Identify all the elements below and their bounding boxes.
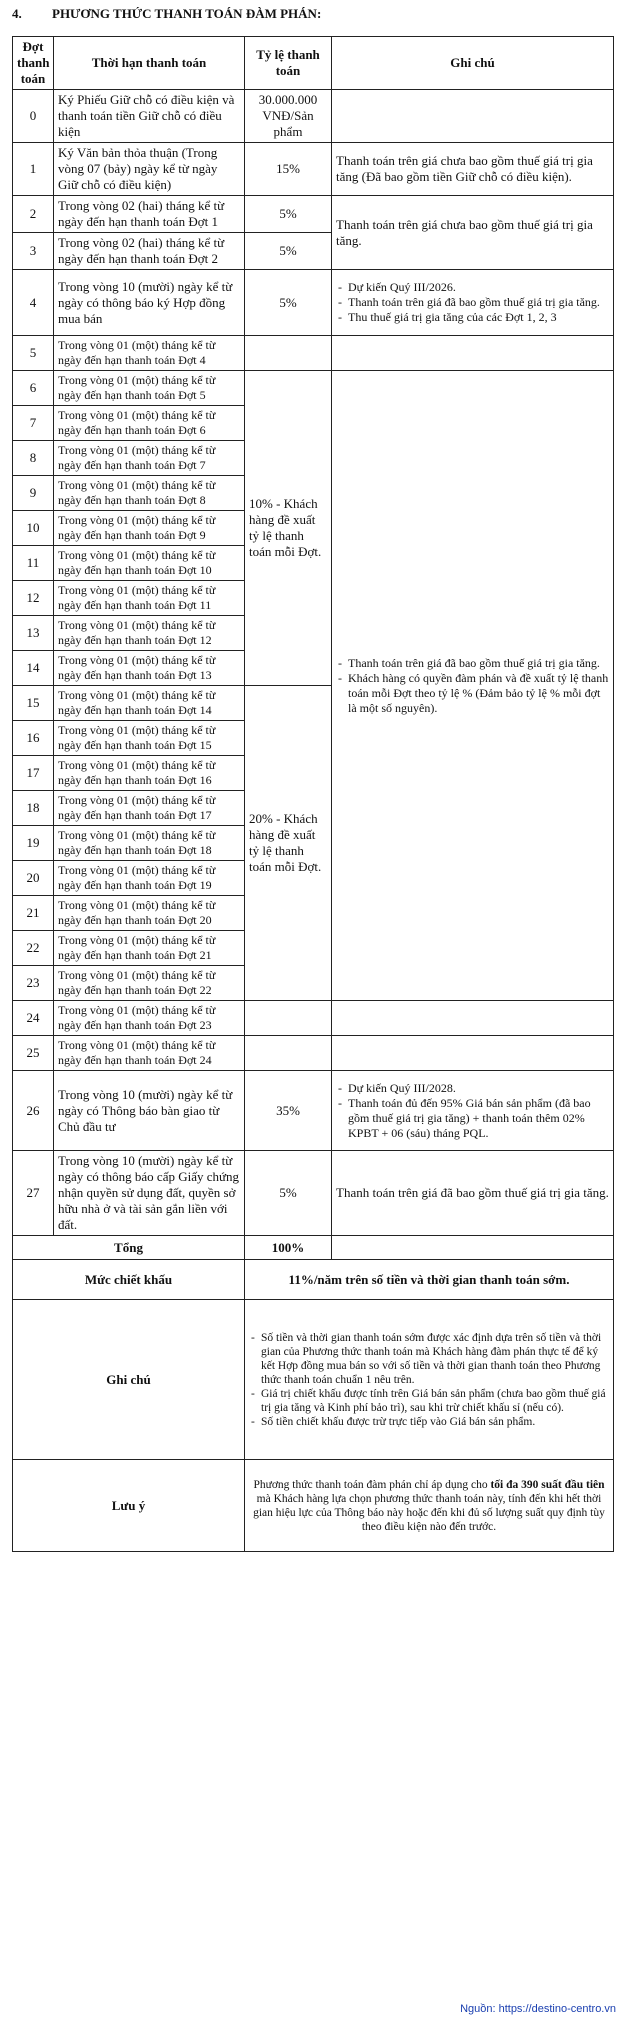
row-term: Trong vòng 01 (một) tháng kể từ ngày đến hạn thanh toán Đợt 6 [54, 406, 245, 441]
section-heading [8, 6, 321, 22]
row-dot: 14 [13, 651, 54, 686]
ghi-chu-label: Ghi chú [13, 1300, 245, 1460]
payment-table [12, 36, 614, 1552]
row-note [332, 336, 614, 371]
row-dot: 21 [13, 896, 54, 931]
ghi-chu-content [245, 1300, 614, 1460]
row-term: Trong vòng 01 (một) tháng kể từ ngày đến hạn thanh toán Đợt 7 [54, 441, 245, 476]
total-note [332, 1236, 614, 1260]
row-rate: 35% [245, 1071, 332, 1151]
row-term: Trong vòng 01 (một) tháng kể từ ngày đến hạn thanh toán Đợt 13 [54, 651, 245, 686]
row-dot: 13 [13, 616, 54, 651]
row-dot: 7 [13, 406, 54, 441]
row-term: Trong vòng 01 (một) tháng kể từ ngày đến hạn thanh toán Đợt 18 [54, 826, 245, 861]
row-dot: 16 [13, 721, 54, 756]
discount-label: Mức chiết khấu [13, 1260, 245, 1300]
table-row [13, 336, 614, 371]
luu-y-text-bold: tối đa 390 suất đầu tiên [490, 1478, 605, 1491]
row-note [332, 1036, 614, 1071]
rate-merged-10pct: 10% - Khách hàng đề xuất tỷ lệ thanh toán mỗi Đợt. [245, 371, 332, 686]
ghi-chu-row [13, 1300, 614, 1460]
table-row [13, 1036, 614, 1071]
header-ghi-chu: Ghi chú [332, 37, 614, 90]
table-row [13, 371, 614, 406]
table-row [13, 90, 614, 143]
note-item: - Khách hàng có quyền đàm phán và đề xuất tỷ lệ thanh toán mỗi Đợt theo tỷ lệ % (Đảm bảo tỷ lệ % mỗi đợt là một số nguyên). [348, 671, 609, 716]
row-term: Trong vòng 10 (mười) ngày kể từ ngày có Thông báo bàn giao từ Chủ đầu tư [54, 1071, 245, 1151]
row-rate: 5% [245, 233, 332, 270]
row-dot: 18 [13, 791, 54, 826]
row-dot: 2 [13, 196, 54, 233]
rate-merged-20pct: 20% - Khách hàng đề xuất tỷ lệ thanh toán mỗi Đợt. [245, 686, 332, 1001]
row-rate: 5% [245, 1151, 332, 1236]
row-note [332, 90, 614, 143]
row-term: Trong vòng 10 (mười) ngày kể từ ngày có thông báo cấp Giấy chứng nhận quyền sử dụng đất, quyền sở hữu nhà ở và tài sản gắn liền với đất. [54, 1151, 245, 1236]
section-number: 4. [12, 6, 22, 21]
note-item: - Thu thuế giá trị gia tăng của các Đợt 1, 2, 3 [348, 310, 609, 325]
table-row [13, 196, 614, 233]
row-dot: 20 [13, 861, 54, 896]
row-rate [245, 1001, 332, 1036]
row-dot: 8 [13, 441, 54, 476]
note-item: - Dự kiến Quý III/2026. [348, 280, 609, 295]
row-term: Trong vòng 01 (một) tháng kể từ ngày đến hạn thanh toán Đợt 4 [54, 336, 245, 371]
row-term: Trong vòng 01 (một) tháng kể từ ngày đến hạn thanh toán Đợt 11 [54, 581, 245, 616]
table-row [13, 1151, 614, 1236]
note-item: - Dự kiến Quý III/2028. [348, 1081, 609, 1096]
ghi-chu-list [249, 1331, 609, 1429]
row-term: Trong vòng 10 (mười) ngày kể từ ngày có thông báo ký Hợp đồng mua bán [54, 270, 245, 336]
row-term: Trong vòng 01 (một) tháng kể từ ngày đến hạn thanh toán Đợt 16 [54, 756, 245, 791]
row-rate [245, 1036, 332, 1071]
note-item: - Thanh toán trên giá đã bao gồm thuế giá trị gia tăng. [348, 295, 609, 310]
note-item: - Số tiền và thời gian thanh toán sớm được xác định dựa trên số tiền và thời gian của Phương thức thanh toán mà Khách hàng đàm phán thực tế để ký kết Hợp đồng mua bán so với số tiền và thời gian thanh toán theo Phương thức thanh toán chuẩn 1 nêu trên. [261, 1331, 609, 1387]
discount-value: 11%/năm trên số tiền và thời gian thanh toán sớm. [245, 1260, 614, 1300]
row-term: Trong vòng 01 (một) tháng kể từ ngày đến hạn thanh toán Đợt 24 [54, 1036, 245, 1071]
row-dot: 1 [13, 143, 54, 196]
header-ty-le: Tỷ lệ thanh toán [245, 37, 332, 90]
row-term: Ký Phiếu Giữ chỗ có điều kiện và thanh toán tiền Giữ chỗ có điều kiện [54, 90, 245, 143]
row-dot: 0 [13, 90, 54, 143]
row-term: Trong vòng 01 (một) tháng kể từ ngày đến hạn thanh toán Đợt 21 [54, 931, 245, 966]
note-item: - Số tiền chiết khấu được trừ trực tiếp vào Giá bán sản phẩm. [261, 1415, 609, 1429]
row-term: Trong vòng 01 (một) tháng kể từ ngày đến hạn thanh toán Đợt 10 [54, 546, 245, 581]
row-term: Trong vòng 01 (một) tháng kể từ ngày đến hạn thanh toán Đợt 8 [54, 476, 245, 511]
row-dot: 22 [13, 931, 54, 966]
row-dot: 11 [13, 546, 54, 581]
row-dot: 25 [13, 1036, 54, 1071]
row-term: Trong vòng 01 (một) tháng kể từ ngày đến hạn thanh toán Đợt 20 [54, 896, 245, 931]
row-dot: 6 [13, 371, 54, 406]
row-rate: 15% [245, 143, 332, 196]
row-dot: 24 [13, 1001, 54, 1036]
row-term: Trong vòng 01 (một) tháng kể từ ngày đến hạn thanh toán Đợt 19 [54, 861, 245, 896]
row-term: Trong vòng 01 (một) tháng kể từ ngày đến hạn thanh toán Đợt 14 [54, 686, 245, 721]
table-row [13, 1071, 614, 1151]
note-merged-2-3: Thanh toán trên giá chưa bao gồm thuế giá trị gia tăng. [332, 196, 614, 270]
source-link[interactable]: Nguồn: https://destino-centro.vn [460, 2003, 616, 2015]
row-note: Thanh toán trên giá đã bao gồm thuế giá trị gia tăng. [332, 1151, 614, 1236]
row-rate: 5% [245, 270, 332, 336]
total-label: Tổng [13, 1236, 245, 1260]
luu-y-text-before: Phương thức thanh toán đàm phán chỉ áp dụng cho [253, 1478, 491, 1491]
discount-row [13, 1260, 614, 1300]
row-term: Trong vòng 02 (hai) tháng kể từ ngày đến hạn thanh toán Đợt 1 [54, 196, 245, 233]
table-row [13, 143, 614, 196]
luu-y-label: Lưu ý [13, 1460, 245, 1552]
row-rate: 5% [245, 196, 332, 233]
row-dot: 27 [13, 1151, 54, 1236]
header-dot: Đợt thanh toán [13, 37, 54, 90]
row-note [332, 1001, 614, 1036]
note-5-23-list [336, 656, 609, 716]
luu-y-content [245, 1460, 614, 1552]
total-value: 100% [245, 1236, 332, 1260]
row-rate [245, 336, 332, 371]
row-rate: 30.000.000 VNĐ/Sản phẩm [245, 90, 332, 143]
note-item: - Thanh toán trên giá đã bao gồm thuế giá trị gia tăng. [348, 656, 609, 671]
row-term: Trong vòng 02 (hai) tháng kể từ ngày đến hạn thanh toán Đợt 2 [54, 233, 245, 270]
table-row [13, 1001, 614, 1036]
row-dot: 4 [13, 270, 54, 336]
row-dot: 19 [13, 826, 54, 861]
luu-y-text-after: mà Khách hàng lựa chọn phương thức thanh toán này, tính đến khi hết thời gian hiệu lực của Thông báo này hoặc đến khi đủ số lượng suất quy định tùy theo điều kiện nào đến trước. [253, 1492, 605, 1533]
header-thoi-han: Thời hạn thanh toán [54, 37, 245, 90]
row-term: Trong vòng 01 (một) tháng kể từ ngày đến hạn thanh toán Đợt 22 [54, 966, 245, 1001]
table-header-row [13, 37, 614, 90]
total-row [13, 1236, 614, 1260]
row-dot: 26 [13, 1071, 54, 1151]
row-term: Trong vòng 01 (một) tháng kể từ ngày đến hạn thanh toán Đợt 9 [54, 511, 245, 546]
note-26-list [336, 1081, 609, 1141]
row-term: Trong vòng 01 (một) tháng kể từ ngày đến hạn thanh toán Đợt 12 [54, 616, 245, 651]
note-item: - Thanh toán đủ đến 95% Giá bán sản phẩm (đã bao gồm thuế giá trị gia tăng) + thanh toán thêm 02% KPBT + 06 (sáu) tháng PQL. [348, 1096, 609, 1141]
table-row [13, 270, 614, 336]
row-dot: 23 [13, 966, 54, 1001]
row-term: Trong vòng 01 (một) tháng kể từ ngày đến hạn thanh toán Đợt 17 [54, 791, 245, 826]
row-dot: 5 [13, 336, 54, 371]
row-dot: 10 [13, 511, 54, 546]
note-4 [332, 270, 614, 336]
row-dot: 9 [13, 476, 54, 511]
row-dot: 12 [13, 581, 54, 616]
luu-y-row [13, 1460, 614, 1552]
note-item: - Giá trị chiết khấu được tính trên Giá bán sản phẩm (chưa bao gồm thuế giá trị gia tăng và Kinh phí bảo trì), sau khi trừ chiết khấu sỉ (nếu có). [261, 1387, 609, 1415]
row-note: Thanh toán trên giá chưa bao gồm thuế giá trị gia tăng (Đã bao gồm tiền Giữ chỗ có điều kiện). [332, 143, 614, 196]
row-dot: 3 [13, 233, 54, 270]
row-term: Trong vòng 01 (một) tháng kể từ ngày đến hạn thanh toán Đợt 23 [54, 1001, 245, 1036]
row-dot: 15 [13, 686, 54, 721]
note-4-list [336, 280, 609, 325]
note-merged-5-23 [332, 371, 614, 1001]
section-title: PHƯƠNG THỨC THANH TOÁN ĐÀM PHÁN: [52, 6, 322, 21]
row-dot: 17 [13, 756, 54, 791]
row-term: Trong vòng 01 (một) tháng kể từ ngày đến hạn thanh toán Đợt 15 [54, 721, 245, 756]
row-term: Trong vòng 01 (một) tháng kể từ ngày đến hạn thanh toán Đợt 5 [54, 371, 245, 406]
row-term: Ký Văn bản thỏa thuận (Trong vòng 07 (bảy) ngày kể từ ngày Giữ chỗ có điều kiện) [54, 143, 245, 196]
note-26 [332, 1071, 614, 1151]
